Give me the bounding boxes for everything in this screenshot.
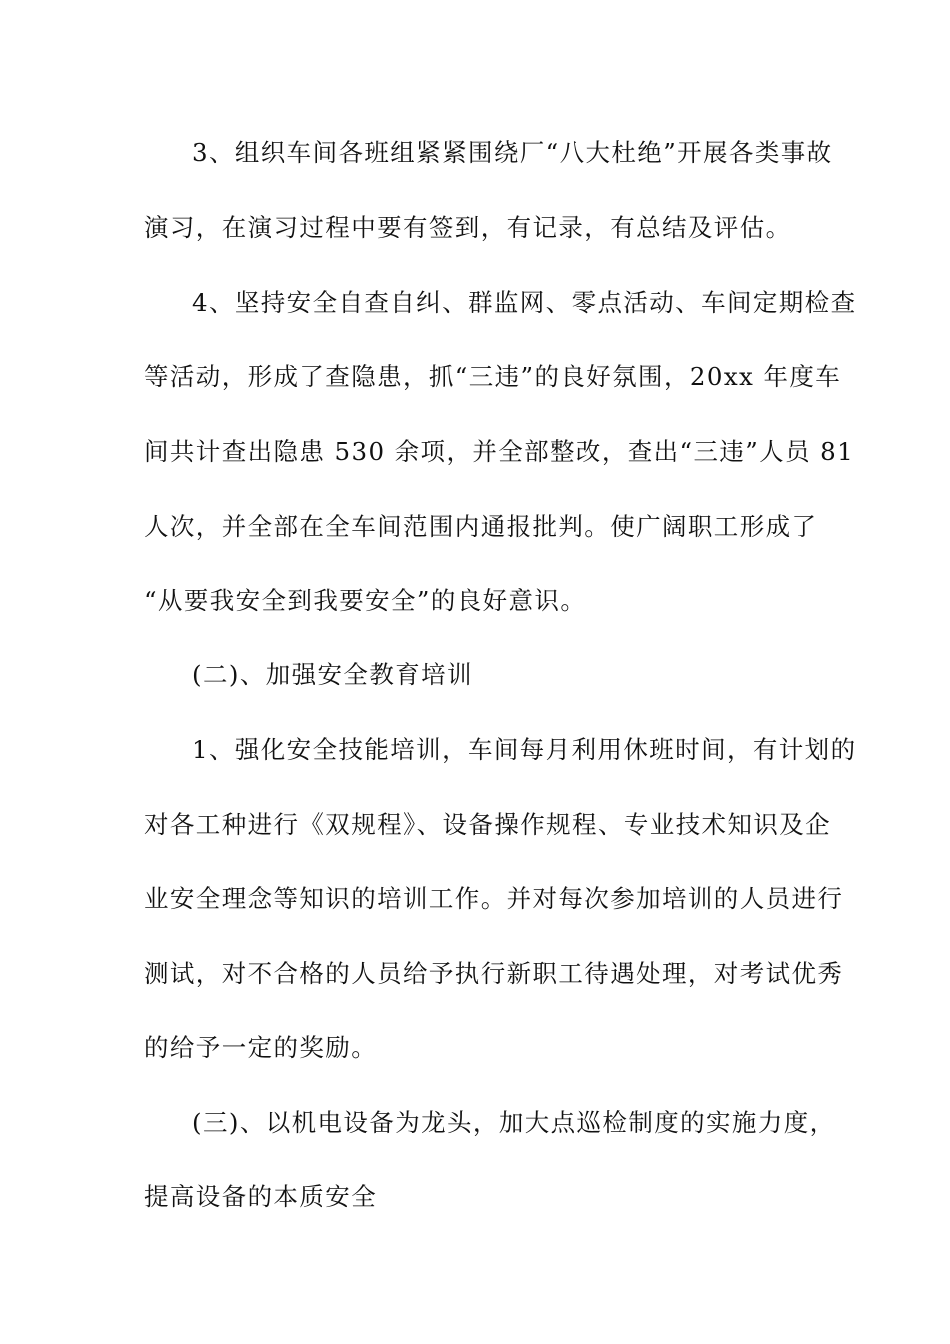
text-line: 等活动，形成了查隐患，抓“三违”的良好氛围，20xx 年度车 (144, 362, 842, 391)
text-line: 间共计查出隐患 530 余项，并全部整改，查出“三违”人员 81 (144, 437, 855, 466)
text-line: 1、强化安全技能培训，车间每月利用休班时间，有计划的 (192, 735, 857, 764)
text-line: 人次，并全部在全车间范围内通报批判。使广阔职工形成了 (144, 512, 818, 541)
text-line: 的给予一定的奖励。 (144, 1033, 378, 1062)
text-line: 对各工种进行《双规程》、设备操作规程、专业技术知识及企 (144, 810, 832, 839)
section-heading: (二)、加强安全教育培训 (192, 660, 473, 689)
section-heading: (三)、以机电设备为龙头，加大点巡检制度的实施力度， (192, 1108, 836, 1137)
text-line: 测试，对不合格的人员给予执行新职工待遇处理，对考试优秀 (144, 959, 844, 988)
text-line: “从要我安全到我要安全”的良好意识。 (144, 586, 587, 615)
text-line: 提高设备的本质安全 (144, 1182, 378, 1211)
text-line: 演习，在演习过程中要有签到，有记录，有总结及评估。 (144, 213, 792, 242)
text-line: 4、坚持安全自查自纠、群监网、零点活动、车间定期检查 (192, 288, 857, 317)
text-line: 3、组织车间各班组紧紧围绕厂“八大杜绝”开展各类事故 (192, 138, 833, 167)
text-line: 业安全理念等知识的培训工作。并对每次参加培训的人员进行 (144, 884, 844, 913)
